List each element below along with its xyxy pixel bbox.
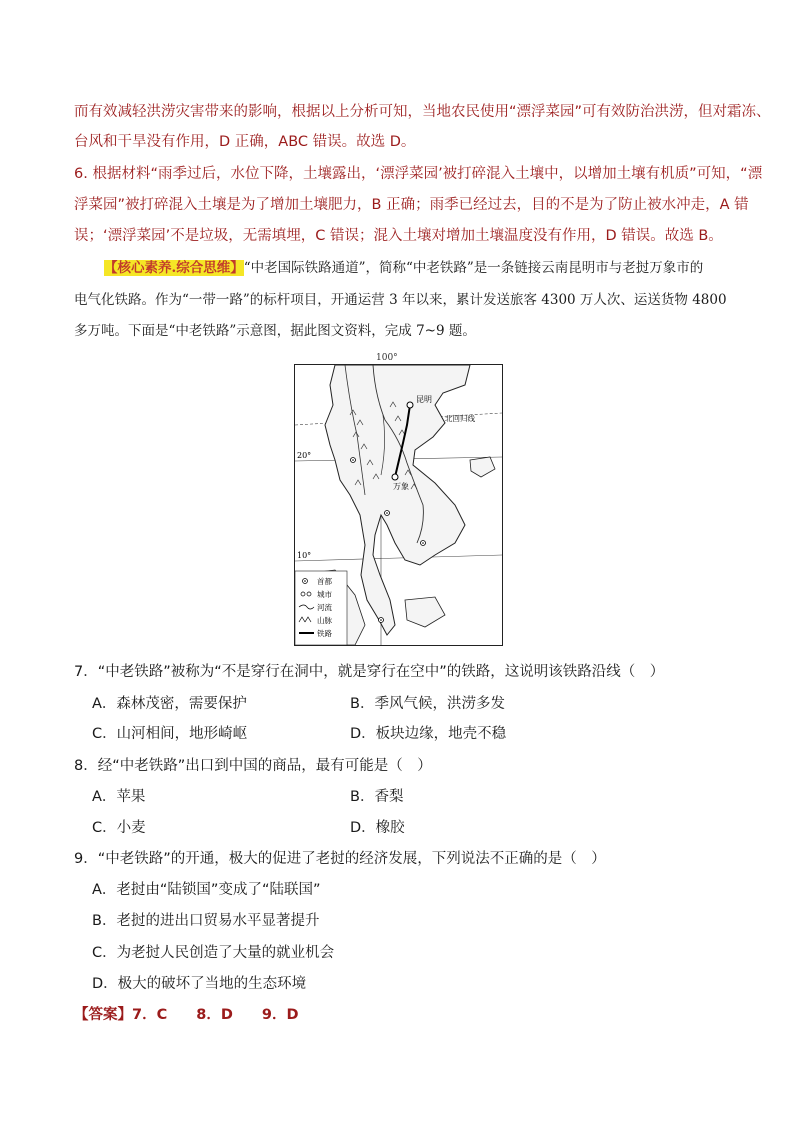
q7-option-b[interactable]: B．季风气候，洪涝多发 [350, 696, 505, 712]
q9-option-b[interactable]: B．老挝的进出口贸易水平显著提升 [92, 913, 320, 929]
q8-option-d[interactable]: D．橡胶 [350, 820, 405, 836]
legend-mountain: 山脉 [317, 616, 332, 625]
explanation-line-1: 而有效减轻洪涝灾害带来的影响，根据以上分析可知，当地农民使用“漂浮菜园”可有效防治洪涝，但对霜冻、 [74, 104, 771, 120]
answer-line [74, 1005, 298, 1025]
core-literacy-tag: 【核心素养.综合思维】 [104, 260, 244, 276]
q9-option-c[interactable]: C．为老挝人民创造了大量的就业机会 [92, 945, 335, 961]
answer-label: 【答案】 [74, 1007, 132, 1023]
parallel-10 [295, 555, 502, 561]
vientiane-label: 万象 [393, 482, 409, 491]
kunming-city-marker [407, 402, 413, 408]
lat-10-label: 10° [297, 551, 312, 560]
intro-text-1: “中老国际铁路通道”，简称“中老铁路”是一条链接云南昆明市与老挝万象市的 [243, 260, 704, 276]
answer-text: 7．C 8．D 9．D [132, 1007, 299, 1023]
island [470, 457, 495, 477]
q8-option-b[interactable]: B．香梨 [350, 789, 404, 805]
explanation-line-4: 浮菜园”被打碎混入土壤是为了增加土壤肥力，B 正确；雨季已经过去，目的不是为了防止被水冲走，A 错 [74, 197, 749, 213]
map-longitude-label: 100° [376, 353, 398, 363]
legend-railway: 铁路 [317, 629, 332, 638]
legend-city: 城市 [317, 590, 332, 599]
q9-option-a[interactable]: A．老挝由“陆锁国”变成了“陆联国” [92, 882, 321, 898]
q7-option-c[interactable]: C．山河相间，地形崎岖 [92, 726, 248, 742]
intro-line-2: 电气化铁路。作为“一带一路”的标杆项目，开通运营 3 年以来，累计发送旅客 4300 万人次、运送货物 4800 [74, 292, 727, 308]
q8-option-c[interactable]: C．小麦 [92, 820, 146, 836]
railway-map [294, 364, 503, 646]
legend-river: 河流 [317, 603, 332, 612]
intro-line-3: 多万吨。下面是“中老铁路”示意图，据此图文资料，完成 7~9 题。 [74, 323, 476, 339]
legend-capital: 首都 [317, 577, 332, 586]
question-8-stem: 8．经“中老铁路”出口到中国的商品，最有可能是（ ） [74, 758, 432, 774]
q8-option-a[interactable]: A．苹果 [92, 789, 146, 805]
q9-option-d[interactable]: D．极大的破坏了当地的生态环境 [92, 976, 307, 992]
q7-option-d[interactable]: D．板块边缘，地壳不稳 [350, 726, 507, 742]
intro-line-1 [104, 258, 703, 278]
explanation-line-5: 误；‘漂浮菜园’不是垃圾，无需填埋，C 错误；混入土壤对增加土壤温度没有作用，D 错误。故选 B。 [74, 228, 723, 244]
q7-option-a[interactable]: A．森林茂密，需要保护 [92, 696, 247, 712]
southern-island [405, 597, 445, 627]
question-9-stem: 9．“中老铁路”的开通，极大的促进了老挝的经济发展，下列说法不正确的是（ ） [74, 851, 606, 867]
question-7-stem: 7．“中老铁路”被称为“不是穿行在洞中，就是穿行在空中”的铁路，这说明该铁路沿线（ ） [74, 664, 665, 680]
tropic-label: 北回归线 [445, 414, 475, 423]
explanation-line-3: 6. 根据材料“雨季过后，水位下降，土壤露出，‘漂浮菜园’被打碎混入土壤中，以增加土壤有机质”可知，“漂 [74, 166, 763, 182]
map-drawing [295, 365, 502, 645]
kunming-label: 昆明 [416, 395, 432, 404]
explanation-line-2: 台风和干旱没有作用，D 正确，ABC 错误。故选 D。 [74, 134, 416, 150]
vientiane-city-marker [392, 474, 398, 480]
lat-20-label: 20° [297, 451, 312, 460]
